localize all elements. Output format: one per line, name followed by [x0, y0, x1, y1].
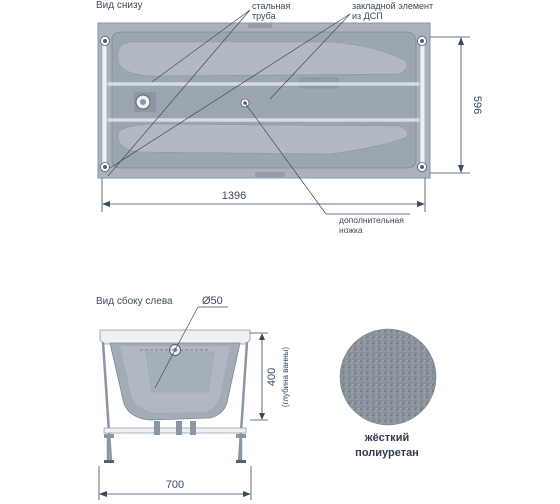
callout-line: труба [252, 11, 276, 21]
callout-steel-pipe [252, 1, 290, 21]
material-label-line2: полиуретан [355, 447, 419, 459]
dimension-width-value: 596 [471, 95, 483, 115]
frame-end-bar [102, 36, 107, 172]
material-label-line1: жёсткий [364, 432, 410, 444]
callout-line: закладной элемент [352, 1, 434, 11]
callout-line: ножка [339, 225, 363, 235]
leg-bottom-left [101, 163, 110, 172]
drain [134, 92, 156, 112]
callout-extra-leg [339, 215, 404, 235]
rim-mark [255, 172, 285, 177]
bathtub-bottom-view [98, 10, 430, 214]
dimension-depth [250, 333, 290, 420]
dimension-depth-value: 400 [266, 367, 278, 387]
dimension-length-value: 1396 [221, 190, 247, 202]
frame-end-bar [420, 36, 425, 172]
side-view-title: Вид сбоку слева [96, 296, 173, 307]
dimension-depth-note: (глубина ванны) [281, 346, 290, 408]
side-frame-bar [104, 428, 246, 433]
tub-groove-top [118, 42, 408, 76]
leg-bottom-right [418, 163, 427, 172]
bottom-view-title: Вид снизу [96, 0, 143, 11]
dimension-side-width-value: 700 [165, 479, 185, 491]
callout-chipboard [352, 1, 433, 21]
callout-line: из ДСП [352, 11, 383, 21]
side-legs [104, 421, 246, 463]
dimension-width [430, 37, 483, 173]
leg-top-right [418, 37, 427, 46]
side-rim [100, 330, 250, 344]
callout-line: стальная [252, 1, 291, 11]
leg-top-left [101, 37, 110, 46]
rim-mark [248, 23, 272, 28]
callout-line: дополнительная [339, 215, 404, 225]
diameter-value: Ø50 [202, 295, 223, 307]
material-swatch [340, 329, 436, 425]
dimension-side-width [99, 466, 251, 500]
dimension-length [102, 178, 425, 212]
